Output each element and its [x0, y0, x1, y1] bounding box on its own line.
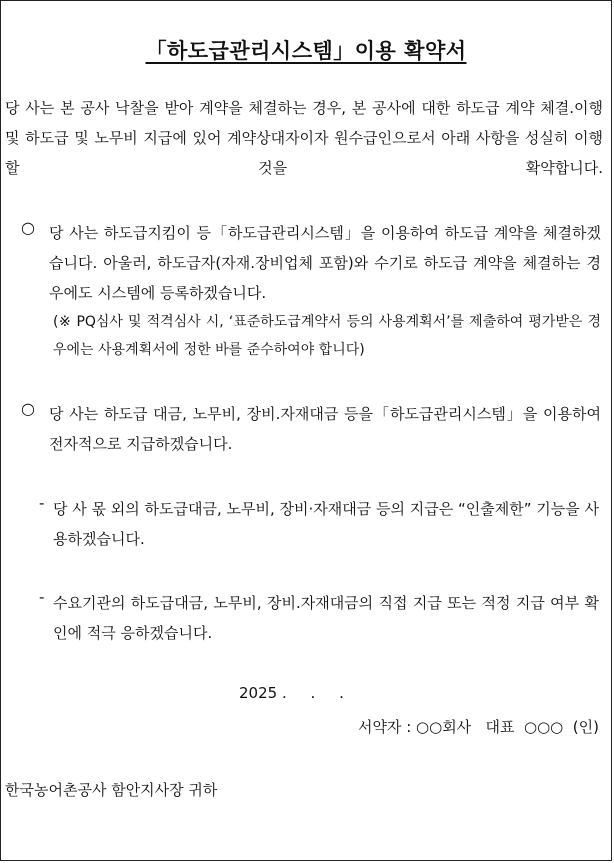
- item-2: [21, 399, 601, 459]
- item-1-note: (※ PQ심사 및 적격심사 시, ‘표준하도급계약서 등의 사용계획서’를 제출하여 평가받은 경우에는 사용계획서에 정한 바를 준수하여야 합니다): [53, 314, 601, 358]
- item-1: [21, 218, 601, 364]
- circle-bullet-icon: ○: [21, 399, 35, 418]
- item-2-text: 당 사는 하도급 대금, 노무비, 장비.자재대금 등을「하도급관리시스템」을 이용하여 전자적으로 지급하겠습니다.: [49, 405, 601, 453]
- item-1-text: 당 사는 하도급지킴이 등「하도급관리시스템」을 이용하여 하도급 계약을 체결하겠습니다. 아울러, 하도급자(자재.장비업체 포함)와 수기로 하도급 계약을 체결하는 경우에도 시스템에 등록하겠습니다.: [49, 224, 601, 302]
- dash-bullet-icon: -: [39, 494, 45, 512]
- document-title: 「하도급관리시스템」이용 확약서: [145, 39, 467, 63]
- sub-item-1: [39, 494, 599, 554]
- date-line: 2025 . . .: [239, 684, 344, 702]
- signer-line: 서약자 : ○○회사 대표 ○○○ (인): [357, 718, 599, 736]
- sub-item-1-text: 당 사 몫 외의 하도급대금, 노무비, 장비·자재대금 등의 지급은 “인출제한” 기능을 사용하겠습니다.: [53, 500, 599, 548]
- intro-paragraph: 당 사는 본 공사 낙찰을 받아 계약을 체결하는 경우, 본 공사에 대한 하도급 계약 체결.이행 및 하도급 및 노무비 지급에 있어 계약상대자이자 원수급인으로서 아래 사항을 성실히 이행할 것을 확약합니다.: [5, 99, 603, 177]
- sub-item-2: [39, 588, 599, 648]
- dash-bullet-icon: -: [39, 588, 45, 606]
- circle-bullet-icon: ○: [21, 218, 35, 237]
- sub-item-2-text: 수요기관의 하도급대금, 노무비, 장비.자재대금의 직접 지급 또는 적정 지급 여부 확인에 적극 응하겠습니다.: [53, 594, 599, 642]
- addressee-line: 한국농어촌공사 함안지사장 귀하: [5, 781, 218, 799]
- document-title-wrap: [1, 35, 611, 65]
